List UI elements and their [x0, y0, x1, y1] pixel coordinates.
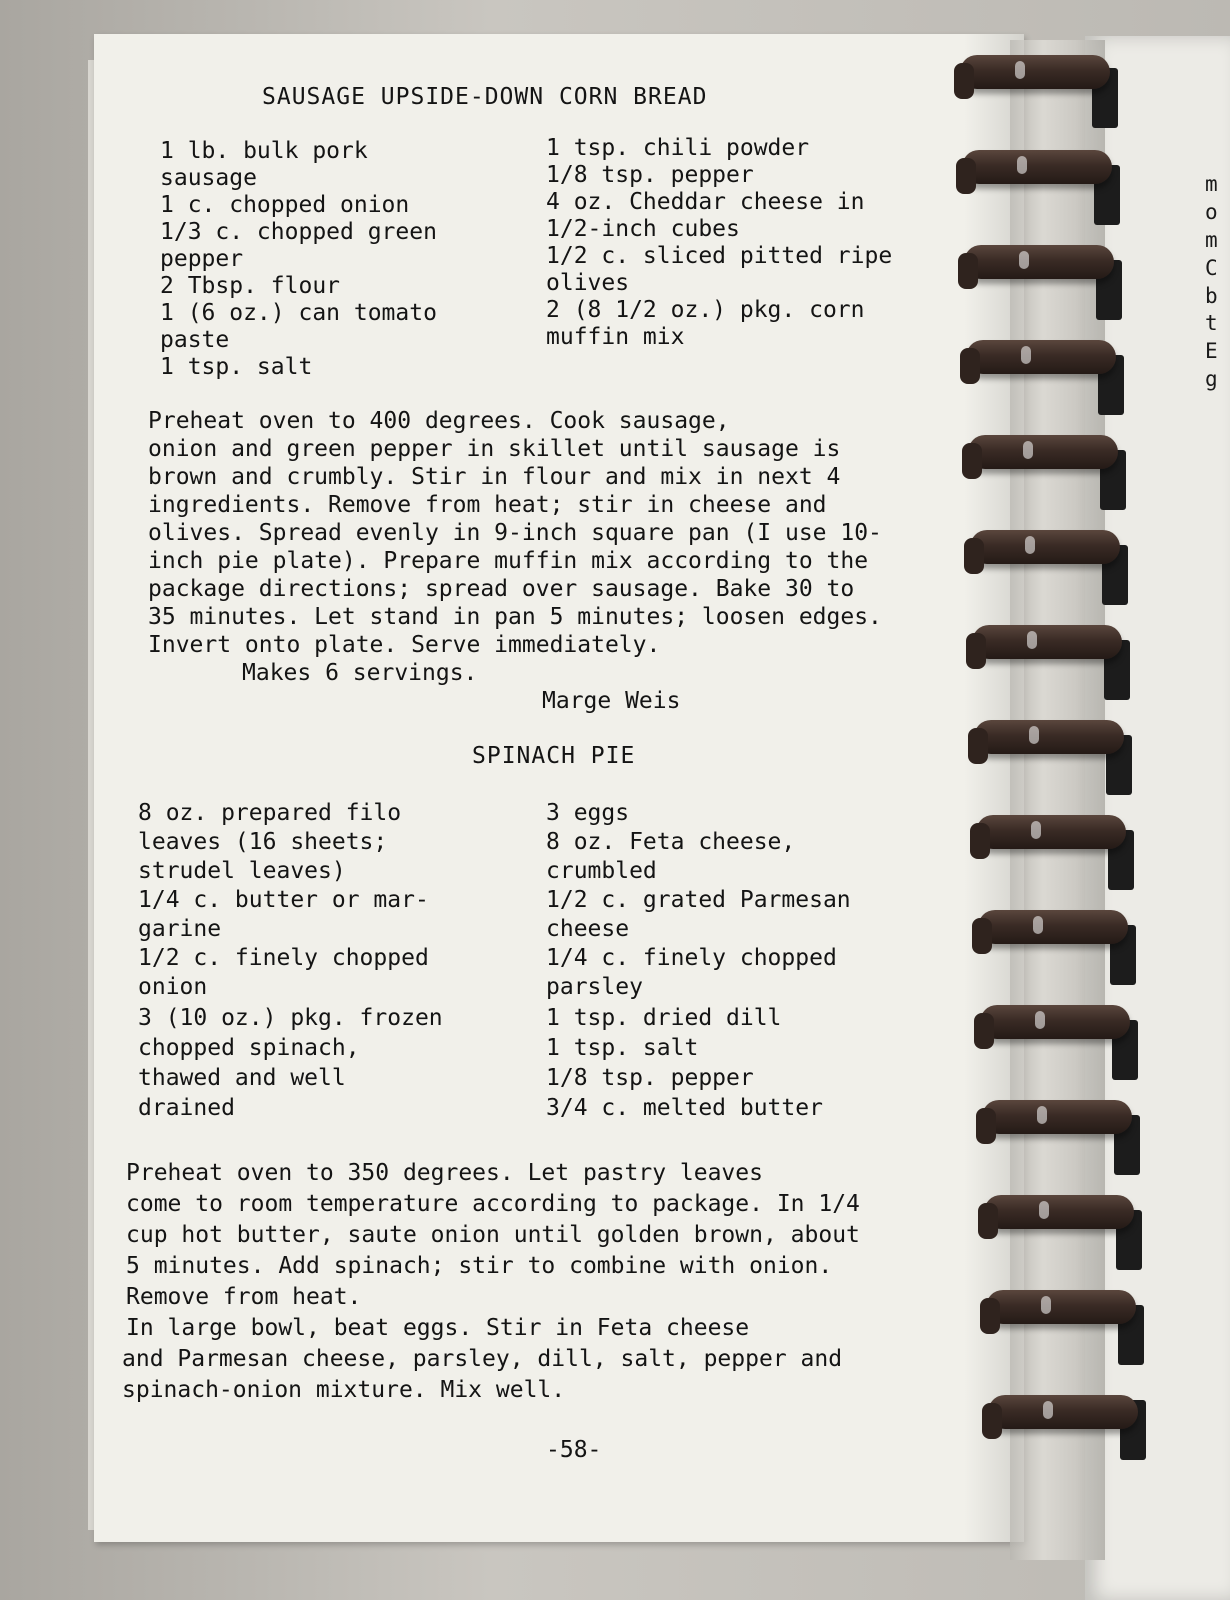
ingredient-line: 1/4 c. finely chopped: [546, 945, 837, 971]
ingredient-line: parsley: [546, 974, 643, 1000]
ingredient-line: cheese: [546, 916, 630, 942]
ingredient-line: 3 (10 oz.) pkg. frozen: [138, 1005, 443, 1031]
direction-line: Invert onto plate. Serve immediately.: [148, 632, 661, 658]
recipe-title: SPINACH PIE: [472, 743, 636, 769]
direction-line: Remove from heat.: [126, 1284, 362, 1310]
direction-line: 5 minutes. Add spinach; stir to combine with onion.: [126, 1253, 833, 1279]
ingredient-line: 4 oz. Cheddar cheese in: [546, 189, 865, 215]
ingredient-line: pepper: [160, 246, 244, 272]
binding-ring: [982, 1100, 1132, 1134]
direction-line: In large bowl, beat eggs. Stir in Feta cheese: [126, 1315, 750, 1341]
ingredient-line: 2 Tbsp. flour: [160, 273, 341, 299]
recipe-author: Marge Weis: [542, 688, 681, 714]
ingredient-line: garine: [138, 916, 222, 942]
direction-line: spinach-onion mixture. Mix well.: [122, 1377, 566, 1403]
page-number: -58-: [546, 1437, 602, 1463]
ingredient-line: 1/8 tsp. pepper: [546, 1065, 754, 1091]
ingredient-line: 1 tsp. chili powder: [546, 135, 810, 161]
cookbook-page: [94, 34, 1024, 1542]
binding-ring: [970, 530, 1120, 564]
direction-line: Preheat oven to 350 degrees. Let pastry leaves: [126, 1160, 763, 1186]
binding-ring: [966, 340, 1116, 374]
direction-line: Preheat oven to 400 degrees. Cook sausage,: [148, 408, 730, 434]
direction-line: brown and crumbly. Stir in flour and mix in next 4: [148, 464, 841, 490]
direction-line: onion and green pepper in skillet until sausage is: [148, 436, 841, 462]
ingredient-line: thawed and well: [138, 1065, 346, 1091]
ingredient-line: 1 (6 oz.) can tomato: [160, 300, 437, 326]
facing-page-fragment: b: [1205, 284, 1218, 308]
binding-ring: [974, 720, 1124, 754]
direction-line: cup hot butter, saute onion until golden brown, about: [126, 1222, 860, 1248]
ingredient-line: strudel leaves): [138, 858, 346, 884]
direction-line: inch pie plate). Prepare muffin mix according to the: [148, 548, 869, 574]
facing-page-fragment: m: [1205, 172, 1218, 196]
ingredient-line: 1 tsp. salt: [546, 1035, 699, 1061]
ingredient-line: sausage: [160, 165, 257, 191]
direction-line: come to room temperature according to package. In 1/4: [126, 1191, 860, 1217]
ingredient-line: 1/2 c. sliced pitted ripe: [546, 243, 893, 269]
binding-ring: [980, 1005, 1130, 1039]
ingredient-line: 1/2 c. finely chopped: [138, 945, 429, 971]
binding-ring: [978, 910, 1128, 944]
binding-ring: [968, 435, 1118, 469]
ingredient-line: drained: [138, 1095, 235, 1121]
ingredient-line: 1 c. chopped onion: [160, 192, 410, 218]
ingredient-line: 3/4 c. melted butter: [546, 1095, 823, 1121]
binding-ring: [964, 245, 1114, 279]
facing-page-fragment: t: [1205, 311, 1218, 335]
ingredient-line: 1 tsp. salt: [160, 354, 313, 380]
direction-line: olives. Spread evenly in 9-inch square pan (I use 10-: [148, 520, 882, 546]
binding-ring: [962, 150, 1112, 184]
ingredient-line: 8 oz. Feta cheese,: [546, 829, 796, 855]
binding-ring: [988, 1395, 1138, 1429]
facing-page-fragment: m: [1205, 228, 1218, 252]
ingredient-line: 2 (8 1/2 oz.) pkg. corn: [546, 297, 865, 323]
ingredient-line: 1 tsp. dried dill: [546, 1005, 782, 1031]
binding-ring: [972, 625, 1122, 659]
ingredient-line: 1/2 c. grated Parmesan: [546, 887, 851, 913]
ingredient-line: 1 lb. bulk pork: [160, 138, 368, 164]
ingredient-line: 1/2-inch cubes: [546, 216, 740, 242]
ingredient-line: paste: [160, 327, 230, 353]
direction-line: and Parmesan cheese, parsley, dill, salt, pepper and: [122, 1346, 843, 1372]
ingredient-line: onion: [138, 974, 208, 1000]
ingredient-line: 1/4 c. butter or mar-: [138, 887, 429, 913]
ingredient-line: 8 oz. prepared filo: [138, 800, 402, 826]
servings: Makes 6 servings.: [242, 660, 478, 686]
binding-ring: [986, 1290, 1136, 1324]
ingredient-line: chopped spinach,: [138, 1035, 360, 1061]
binding-ring: [984, 1195, 1134, 1229]
binding-ring: [960, 55, 1110, 89]
facing-page-fragment: E: [1205, 339, 1218, 363]
recipe-title: SAUSAGE UPSIDE-DOWN CORN BREAD: [262, 84, 708, 110]
binding-ring: [976, 815, 1126, 849]
ingredient-line: 3 eggs: [546, 800, 630, 826]
ingredient-line: leaves (16 sheets;: [138, 829, 388, 855]
facing-page-fragment: o: [1205, 200, 1218, 224]
direction-line: package directions; spread over sausage. Bake 30 to: [148, 576, 855, 602]
facing-page-fragment: C: [1205, 256, 1218, 280]
facing-page-fragment: g: [1205, 367, 1218, 391]
direction-line: 35 minutes. Let stand in pan 5 minutes; loosen edges.: [148, 604, 882, 630]
ingredient-line: olives: [546, 270, 630, 296]
page-text: [94, 34, 1024, 1542]
direction-line: ingredients. Remove from heat; stir in cheese and: [148, 492, 827, 518]
ingredient-line: 1/8 tsp. pepper: [546, 162, 754, 188]
ingredient-line: muffin mix: [546, 324, 685, 350]
ingredient-line: 1/3 c. chopped green: [160, 219, 437, 245]
ingredient-line: crumbled: [546, 858, 657, 884]
